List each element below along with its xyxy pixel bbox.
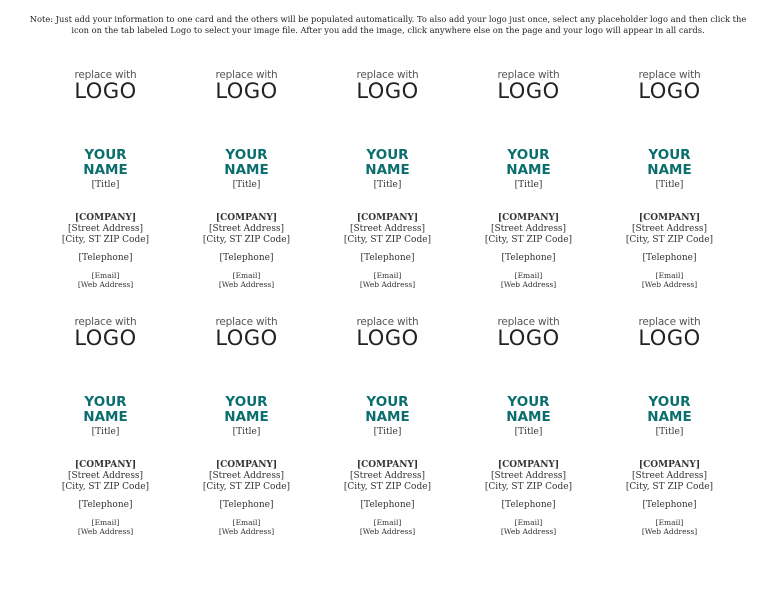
logo-replace-text: replace with — [497, 316, 560, 328]
card-street-address[interactable]: [Street Address] — [490, 224, 567, 234]
business-card — [317, 316, 458, 556]
card-telephone[interactable]: [Telephone] — [501, 500, 556, 510]
card-city-zip[interactable]: [City, ST ZIP Code] — [625, 235, 714, 245]
card-title[interactable]: [Title] — [514, 427, 543, 437]
card-email[interactable]: [Email] — [91, 271, 120, 280]
logo-replace-text: replace with — [74, 316, 137, 328]
business-card — [35, 316, 176, 556]
logo-text: LOGO — [215, 79, 278, 103]
card-web-address[interactable]: [Web Address] — [500, 527, 557, 536]
card-title[interactable]: [Title] — [655, 427, 684, 437]
logo-text: LOGO — [74, 326, 137, 350]
logo-placeholder[interactable] — [35, 316, 176, 348]
card-telephone[interactable]: [Telephone] — [219, 253, 274, 263]
card-telephone[interactable]: [Telephone] — [78, 500, 133, 510]
card-street-address[interactable]: [Street Address] — [490, 471, 567, 481]
card-name[interactable]: YOUR NAME — [224, 394, 269, 425]
card-telephone[interactable]: [Telephone] — [360, 500, 415, 510]
card-web-address[interactable]: [Web Address] — [641, 280, 698, 289]
card-street-address[interactable]: [Street Address] — [208, 471, 285, 481]
card-title[interactable]: [Title] — [514, 180, 543, 190]
card-web-address[interactable]: [Web Address] — [218, 527, 275, 536]
card-email[interactable]: [Email] — [232, 271, 261, 280]
card-street-address[interactable]: [Street Address] — [349, 224, 426, 234]
card-name[interactable]: YOUR NAME — [506, 147, 551, 178]
card-company[interactable]: [COMPANY] — [356, 213, 419, 223]
logo-replace-text: replace with — [215, 316, 278, 328]
card-title[interactable]: [Title] — [655, 180, 684, 190]
logo-replace-text: replace with — [74, 69, 137, 81]
logo-placeholder[interactable] — [599, 316, 740, 348]
card-street-address[interactable]: [Street Address] — [631, 471, 708, 481]
card-city-zip[interactable]: [City, ST ZIP Code] — [343, 482, 432, 492]
logo-placeholder[interactable] — [458, 69, 599, 101]
logo-text: LOGO — [356, 326, 419, 350]
card-web-address[interactable]: [Web Address] — [77, 527, 134, 536]
card-web-address[interactable]: [Web Address] — [500, 280, 557, 289]
card-email[interactable]: [Email] — [514, 271, 543, 280]
card-title[interactable]: [Title] — [373, 180, 402, 190]
card-name[interactable]: YOUR NAME — [365, 147, 410, 178]
business-card — [35, 69, 176, 309]
card-telephone[interactable]: [Telephone] — [360, 253, 415, 263]
card-company[interactable]: [COMPANY] — [215, 213, 278, 223]
card-name[interactable]: YOUR NAME — [647, 147, 692, 178]
card-street-address[interactable]: [Street Address] — [349, 471, 426, 481]
logo-replace-text: replace with — [638, 316, 701, 328]
instruction-note: Note: Just add your information to one card and the others will be populated automatically. To also add your logo just once, select any placeholder logo and then click the icon on the tab labeled Logo to select your image file. After you add the image, click anywhere else on the page and your logo will appear in all cards. — [29, 14, 747, 35]
business-card — [176, 69, 317, 309]
card-company[interactable]: [COMPANY] — [74, 460, 137, 470]
card-street-address[interactable]: [Street Address] — [67, 224, 144, 234]
card-city-zip[interactable]: [City, ST ZIP Code] — [484, 235, 573, 245]
card-city-zip[interactable]: [City, ST ZIP Code] — [625, 482, 714, 492]
card-web-address[interactable]: [Web Address] — [218, 280, 275, 289]
logo-replace-text: replace with — [638, 69, 701, 81]
card-street-address[interactable]: [Street Address] — [208, 224, 285, 234]
card-web-address[interactable]: [Web Address] — [359, 527, 416, 536]
logo-text: LOGO — [215, 326, 278, 350]
logo-placeholder[interactable] — [317, 69, 458, 101]
card-telephone[interactable]: [Telephone] — [219, 500, 274, 510]
logo-placeholder[interactable] — [599, 69, 740, 101]
card-company[interactable]: [COMPANY] — [638, 213, 701, 223]
card-title[interactable]: [Title] — [232, 427, 261, 437]
card-name[interactable]: YOUR NAME — [365, 394, 410, 425]
card-web-address[interactable]: [Web Address] — [641, 527, 698, 536]
logo-text: LOGO — [638, 326, 701, 350]
logo-placeholder[interactable] — [458, 316, 599, 348]
business-card — [599, 69, 740, 309]
card-city-zip[interactable]: [City, ST ZIP Code] — [202, 235, 291, 245]
card-web-address[interactable]: [Web Address] — [359, 280, 416, 289]
business-card — [599, 316, 740, 556]
card-city-zip[interactable]: [City, ST ZIP Code] — [202, 482, 291, 492]
card-telephone[interactable]: [Telephone] — [642, 253, 697, 263]
logo-text: LOGO — [74, 79, 137, 103]
business-card — [458, 69, 599, 309]
card-city-zip[interactable]: [City, ST ZIP Code] — [61, 235, 150, 245]
card-email[interactable]: [Email] — [655, 518, 684, 527]
card-city-zip[interactable]: [City, ST ZIP Code] — [61, 482, 150, 492]
card-title[interactable]: [Title] — [91, 180, 120, 190]
card-name[interactable]: YOUR NAME — [224, 147, 269, 178]
card-email[interactable]: [Email] — [514, 518, 543, 527]
card-name[interactable]: YOUR NAME — [83, 147, 128, 178]
card-name[interactable]: YOUR NAME — [647, 394, 692, 425]
logo-replace-text: replace with — [215, 69, 278, 81]
card-street-address[interactable]: [Street Address] — [67, 471, 144, 481]
card-company[interactable]: [COMPANY] — [497, 213, 560, 223]
card-title[interactable]: [Title] — [373, 427, 402, 437]
logo-placeholder[interactable] — [176, 69, 317, 101]
logo-placeholder[interactable] — [317, 316, 458, 348]
logo-text: LOGO — [356, 79, 419, 103]
logo-text: LOGO — [638, 79, 701, 103]
card-company[interactable]: [COMPANY] — [638, 460, 701, 470]
business-card — [458, 316, 599, 556]
logo-replace-text: replace with — [497, 69, 560, 81]
logo-text: LOGO — [497, 326, 560, 350]
card-email[interactable]: [Email] — [91, 518, 120, 527]
card-web-address[interactable]: [Web Address] — [77, 280, 134, 289]
business-card — [317, 69, 458, 309]
logo-replace-text: replace with — [356, 69, 419, 81]
card-telephone[interactable]: [Telephone] — [78, 253, 133, 263]
card-title[interactable]: [Title] — [232, 180, 261, 190]
card-company[interactable]: [COMPANY] — [356, 460, 419, 470]
card-company[interactable]: [COMPANY] — [215, 460, 278, 470]
logo-text: LOGO — [497, 79, 560, 103]
card-title[interactable]: [Title] — [91, 427, 120, 437]
logo-placeholder[interactable] — [176, 316, 317, 348]
card-city-zip[interactable]: [City, ST ZIP Code] — [484, 482, 573, 492]
card-name[interactable]: YOUR NAME — [83, 394, 128, 425]
card-email[interactable]: [Email] — [655, 271, 684, 280]
card-email[interactable]: [Email] — [232, 518, 261, 527]
card-telephone[interactable]: [Telephone] — [501, 253, 556, 263]
card-company[interactable]: [COMPANY] — [497, 460, 560, 470]
logo-replace-text: replace with — [356, 316, 419, 328]
card-email[interactable]: [Email] — [373, 271, 402, 280]
card-email[interactable]: [Email] — [373, 518, 402, 527]
business-card — [176, 316, 317, 556]
card-telephone[interactable]: [Telephone] — [642, 500, 697, 510]
card-street-address[interactable]: [Street Address] — [631, 224, 708, 234]
card-company[interactable]: [COMPANY] — [74, 213, 137, 223]
card-name[interactable]: YOUR NAME — [506, 394, 551, 425]
card-city-zip[interactable]: [City, ST ZIP Code] — [343, 235, 432, 245]
logo-placeholder[interactable] — [35, 69, 176, 101]
